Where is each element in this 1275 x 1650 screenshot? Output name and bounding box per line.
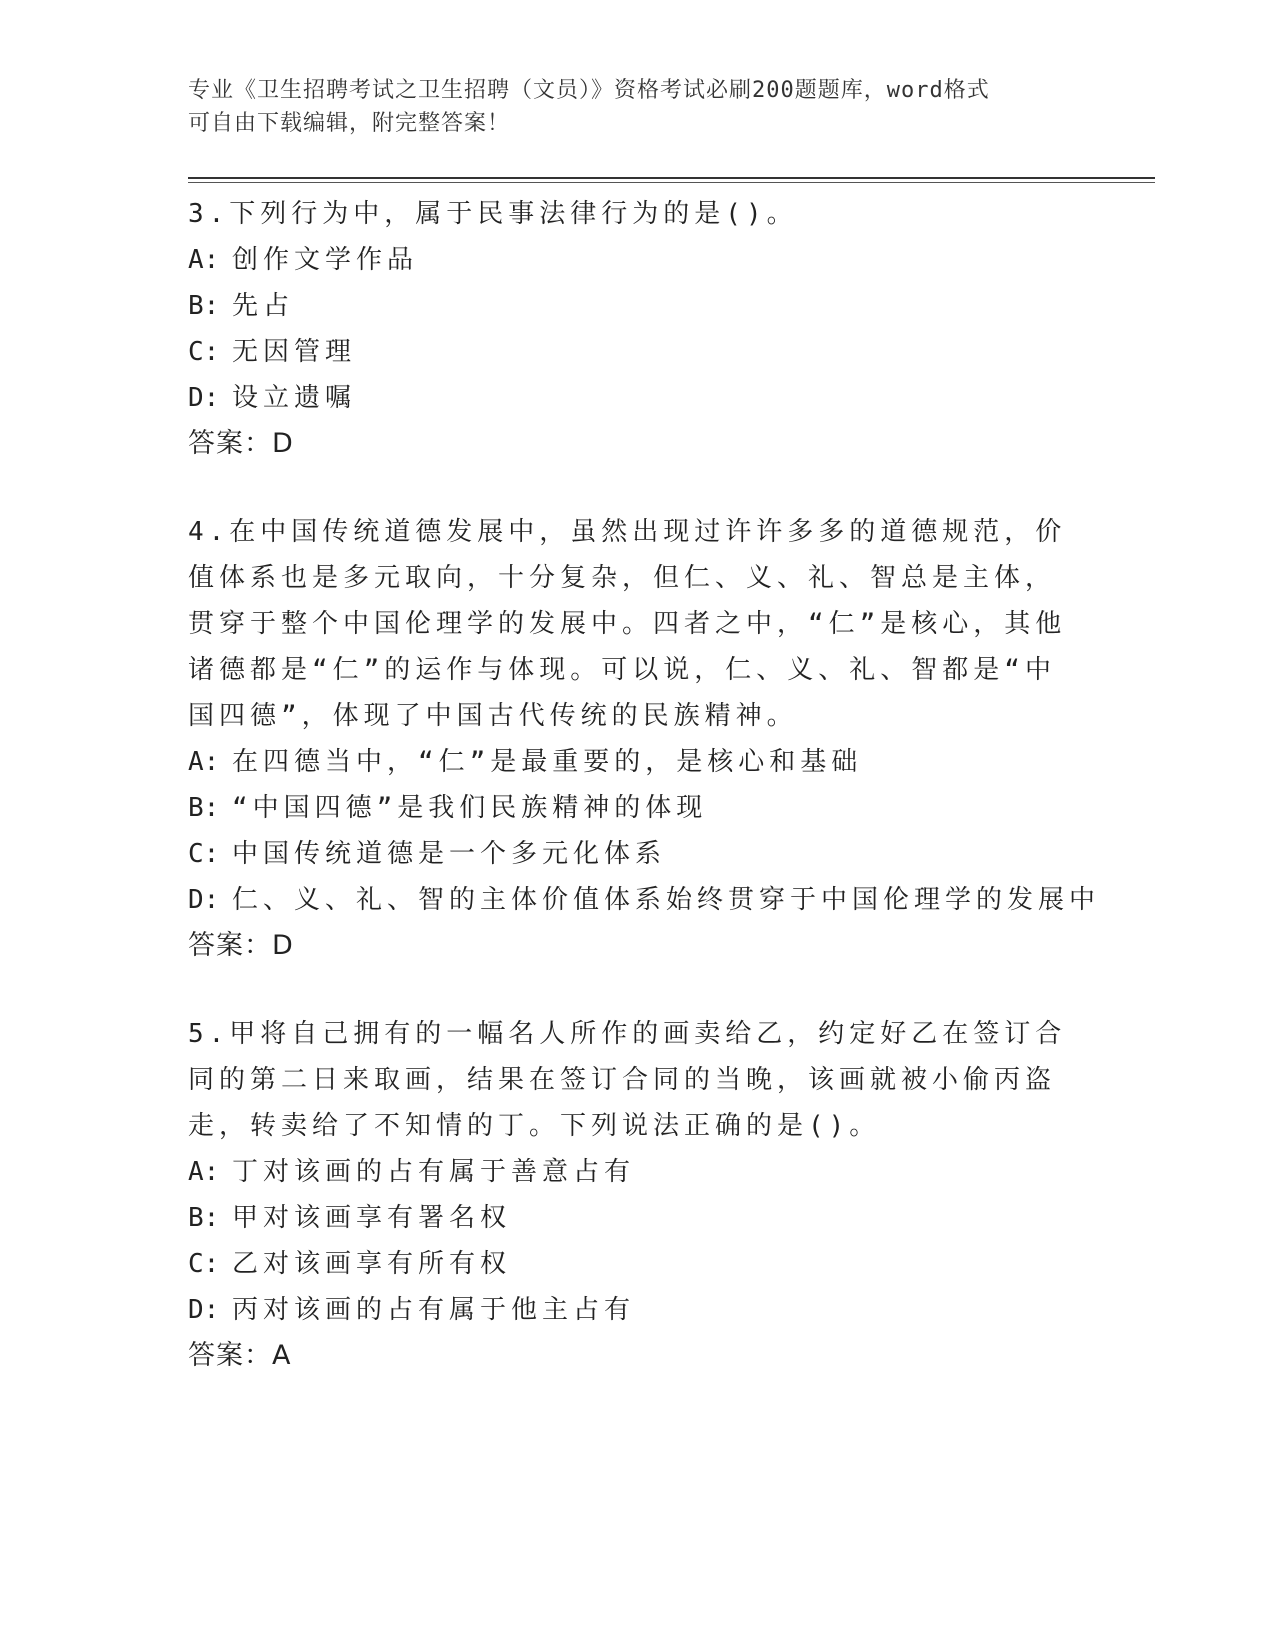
option-text: “中国四德”是我们民族精神的体现	[232, 793, 708, 823]
option-a	[188, 1149, 1068, 1195]
answer-line: 答案：D	[188, 930, 294, 961]
option-key: C:	[188, 1249, 220, 1279]
option-d	[188, 375, 1068, 421]
option-key: A:	[188, 747, 220, 777]
option-c	[188, 329, 1068, 375]
option-text: 仁、义、礼、智的主体价值体系始终贯穿于中国伦理学的发展中	[232, 885, 1101, 915]
option-key: D:	[188, 1295, 220, 1325]
option-key: B:	[188, 793, 220, 823]
option-key: A:	[188, 1157, 220, 1187]
header-title-line-1: 专业《卫生招聘考试之卫生招聘（文员）》资格考试必刷200题题库，word格式	[188, 78, 990, 103]
option-text: 创作文学作品	[232, 245, 419, 275]
header-divider-thin	[188, 182, 1155, 183]
question-stem: 3.下列行为中，属于民事法律行为的是()。	[188, 199, 798, 229]
option-a	[188, 237, 1068, 283]
question-4	[188, 509, 1101, 969]
header-divider-thick	[188, 177, 1155, 179]
question-5	[188, 1011, 1068, 1379]
option-key: B:	[188, 1203, 220, 1233]
option-text: 乙对该画享有所有权	[232, 1249, 512, 1279]
option-b	[188, 283, 1068, 329]
option-text: 丙对该画的占有属于他主占有	[232, 1295, 636, 1325]
header-title-line-2: 可自由下载编辑，附完整答案！	[188, 111, 511, 136]
option-key: A:	[188, 245, 220, 275]
answer-line: 答案：A	[188, 1340, 292, 1371]
option-d	[188, 877, 1101, 923]
option-key: D:	[188, 383, 220, 413]
option-text: 丁对该画的占有属于善意占有	[232, 1157, 636, 1187]
option-key: B:	[188, 291, 220, 321]
option-text: 设立遗嘱	[232, 383, 357, 413]
option-text: 无因管理	[232, 337, 357, 367]
question-stem: 4.在中国传统道德发展中，虽然出现过许许多多的道德规范，价值体系也是多元取向，十分复杂，但仁、义、礼、智总是主体，贯穿于整个中国伦理学的发展中。四者之中，“仁”是核心，其他诸德都是“仁”的运作与体现。可以说，仁、义、礼、智都是“中国四德”，体现了中国古代传统的民族精神。	[188, 517, 1067, 731]
option-b	[188, 1195, 1068, 1241]
answer-line: 答案：D	[188, 428, 294, 459]
question-list	[188, 191, 1101, 1421]
option-text: 甲对该画享有署名权	[232, 1203, 512, 1233]
option-text: 先占	[232, 291, 295, 321]
option-key: D:	[188, 885, 220, 915]
option-text: 中国传统道德是一个多元化体系	[232, 839, 667, 869]
option-c	[188, 831, 1068, 877]
document-header	[188, 74, 1088, 140]
option-key: C:	[188, 839, 220, 869]
option-key: C:	[188, 337, 220, 367]
option-b	[188, 785, 1068, 831]
option-a	[188, 739, 1068, 785]
question-3	[188, 191, 1068, 467]
option-text: 在四德当中，“仁”是最重要的，是核心和基础	[232, 747, 863, 777]
question-stem: 5.甲将自己拥有的一幅名人所作的画卖给乙，约定好乙在签订合同的第二日来取画，结果在签订合同的当晚，该画就被小偷丙盗走，转卖给了不知情的丁。下列说法正确的是()。	[188, 1019, 1067, 1141]
option-c	[188, 1241, 1068, 1287]
option-d	[188, 1287, 1068, 1333]
